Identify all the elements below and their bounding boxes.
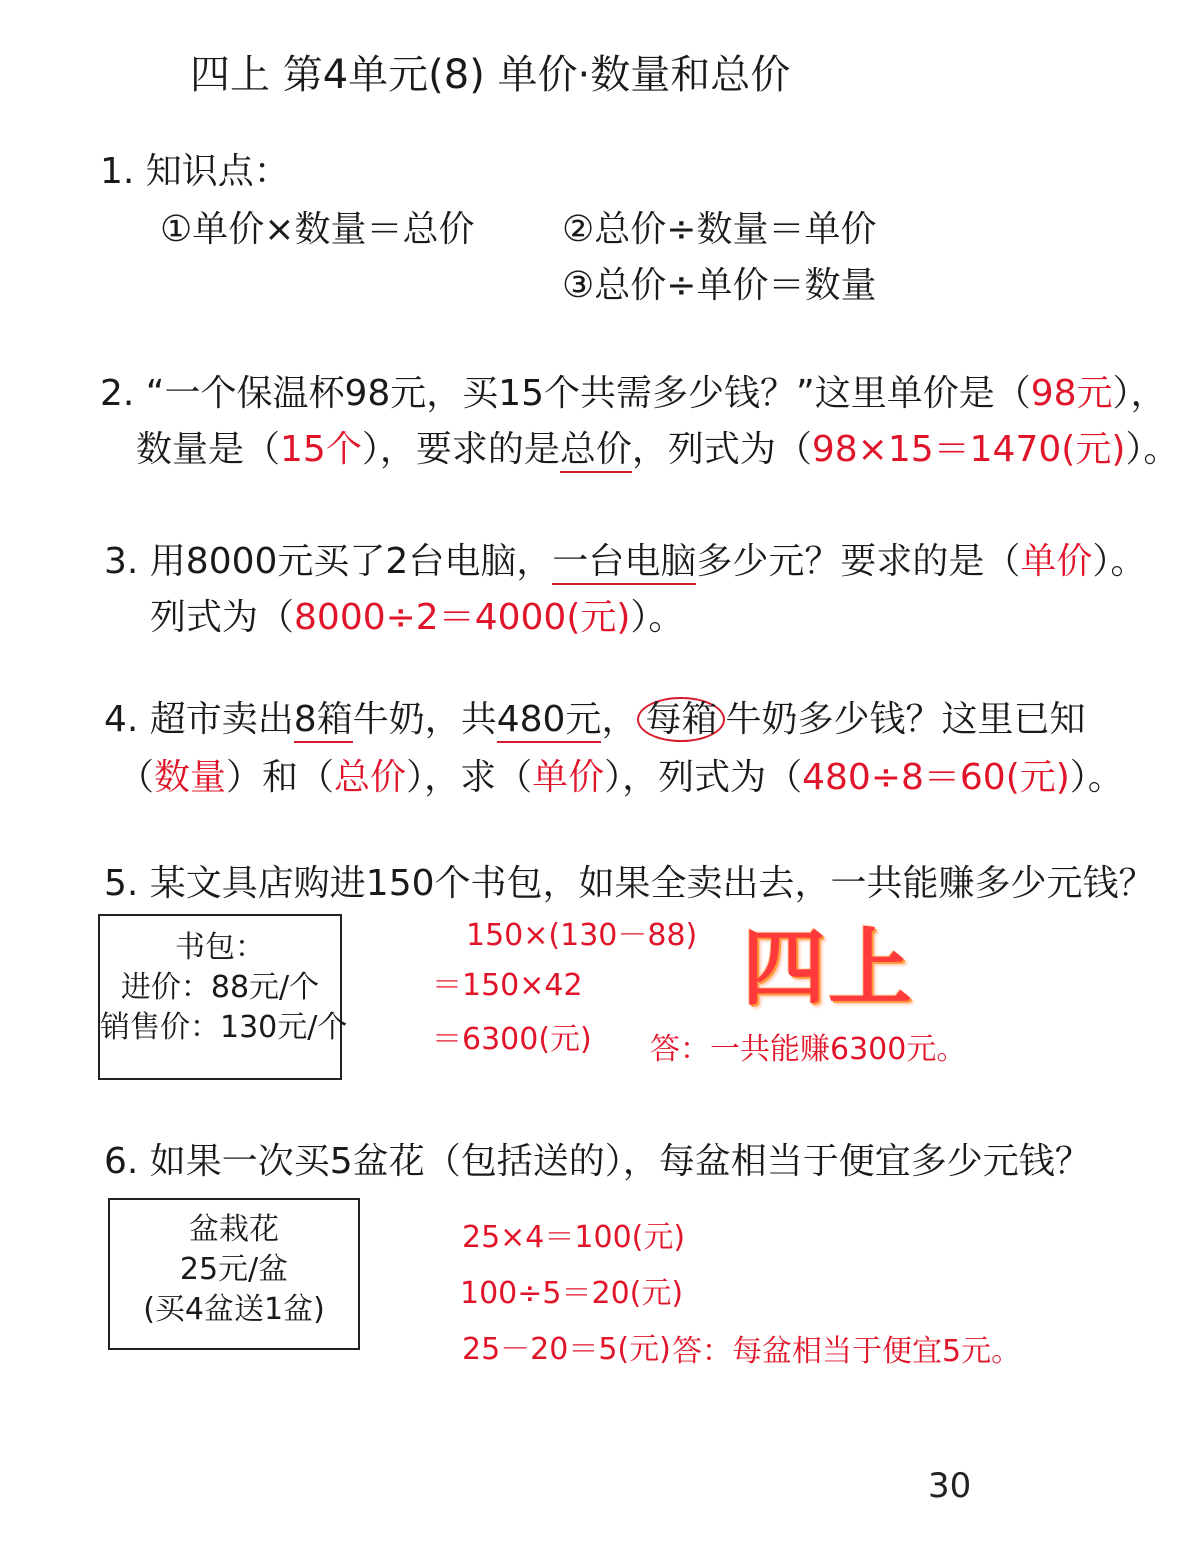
q4-text-c: 牛奶，共	[352, 699, 497, 740]
q4-text-j: ），求（	[406, 757, 533, 798]
q3-answer-formula: 8000÷2＝4000(元)	[294, 597, 631, 638]
q6-work-2: 100÷5＝20(元)	[460, 1276, 684, 1311]
q4-text-g: 牛奶多少钱？这里已知	[725, 699, 1086, 740]
q4-text-h: （	[118, 757, 155, 798]
q5-question: 5. 某文具店购进150个书包，如果全卖出去，一共能赚多少元钱？	[104, 863, 1155, 904]
q2-text-g: ）。	[1125, 429, 1179, 470]
q6-question: 6. 如果一次买5盆花（包括送的），每盆相当于便宜多少元钱？	[104, 1141, 1091, 1182]
q5-work-3: ＝6300(元)	[432, 1022, 592, 1057]
q4-text-a: 4. 超市卖出	[104, 699, 294, 740]
q6-box-offer: (买4盆送1盆)	[143, 1292, 325, 1327]
q4-underlined-amount: 480元	[497, 699, 602, 743]
q4-answer-total: 总价	[334, 757, 407, 798]
q6-answer: 答：每盆相当于便宜5元。	[672, 1334, 1022, 1369]
grade-stamp: 四上	[742, 919, 915, 1017]
q3-text-c: 多少元？要求的是（	[696, 541, 1021, 582]
q3-text-f: 列式为（	[150, 597, 295, 638]
page-title: 四上 第4单元(8) 单价·数量和总价	[190, 52, 791, 98]
q5-box-cost: 进价：88元/个	[120, 970, 320, 1005]
q2-line-1	[100, 372, 1167, 416]
q6-info-box	[108, 1198, 360, 1350]
q5-box-price: 销售价：130元/个	[100, 1010, 348, 1045]
q5-work-1: 150×(130－88)	[466, 918, 698, 953]
q2-text-c: ），	[1112, 373, 1167, 414]
knowledge-heading: 1. 知识点：	[100, 151, 290, 192]
q4-underlined-boxes: 8箱	[294, 699, 353, 743]
q5-work-2: ＝150×42	[432, 968, 583, 1003]
q2-answer-unit-price: 98元	[1030, 373, 1113, 414]
q6-work-1: 25×4＝100(元)	[462, 1220, 686, 1255]
q2-text-a: 2. “一个保温杯98元，买15个共需多少钱？”这里单价是（	[100, 373, 1031, 414]
page-number: 30	[928, 1466, 972, 1506]
q4-answer-quantity: 数量	[154, 757, 227, 798]
q4-answer-unit-price: 单价	[532, 757, 605, 798]
q4-text-e: ，	[601, 699, 638, 740]
formula-2: ②总价÷数量＝单价	[562, 209, 877, 250]
q2-text-e: ），要求的是	[361, 429, 560, 470]
q2-text-d: 数量是（	[136, 429, 281, 470]
formula-1: ①单价×数量＝总价	[160, 209, 475, 250]
q3-line-1	[104, 540, 1146, 584]
q2-line-2	[136, 428, 1179, 472]
q5-info-box	[98, 914, 348, 1080]
q2-answer-quantity: 15个	[280, 429, 362, 470]
q4-answer-formula: 480÷8＝60(元)	[802, 757, 1070, 798]
q6-box-title: 盆栽花	[189, 1212, 279, 1247]
formula-3: ③总价÷单价＝数量	[562, 265, 877, 306]
q2-answer-formula: 98×15＝1470(元)	[811, 429, 1126, 470]
q5-box-title: 书包：	[175, 930, 265, 965]
q2-text-f: ，列式为（	[631, 429, 812, 470]
q3-text-e: ）。	[1092, 541, 1147, 582]
q3-line-2	[150, 596, 684, 640]
q5-answer: 答：一共能赚6300元。	[650, 1032, 967, 1067]
q2-underlined-total: 总价	[560, 429, 632, 473]
q4-text-l: ）。	[1069, 757, 1124, 798]
q3-text-g: ）。	[630, 597, 685, 638]
q3-underlined-phrase: 一台电脑	[552, 541, 696, 585]
q3-answer-type: 单价	[1020, 541, 1093, 582]
q4-circled-each-box: 每箱	[637, 697, 725, 742]
q4-line-2	[118, 756, 1124, 800]
q4-text-k: ），列式为（	[604, 757, 803, 798]
q3-text-a: 3. 用8000元买了2台电脑，	[104, 541, 553, 582]
q4-line-1	[104, 698, 1085, 742]
q6-box-price: 25元/盆	[179, 1252, 289, 1287]
q6-work-3: 25－20＝5(元)	[462, 1332, 671, 1367]
q4-text-i: ）和（	[226, 757, 335, 798]
